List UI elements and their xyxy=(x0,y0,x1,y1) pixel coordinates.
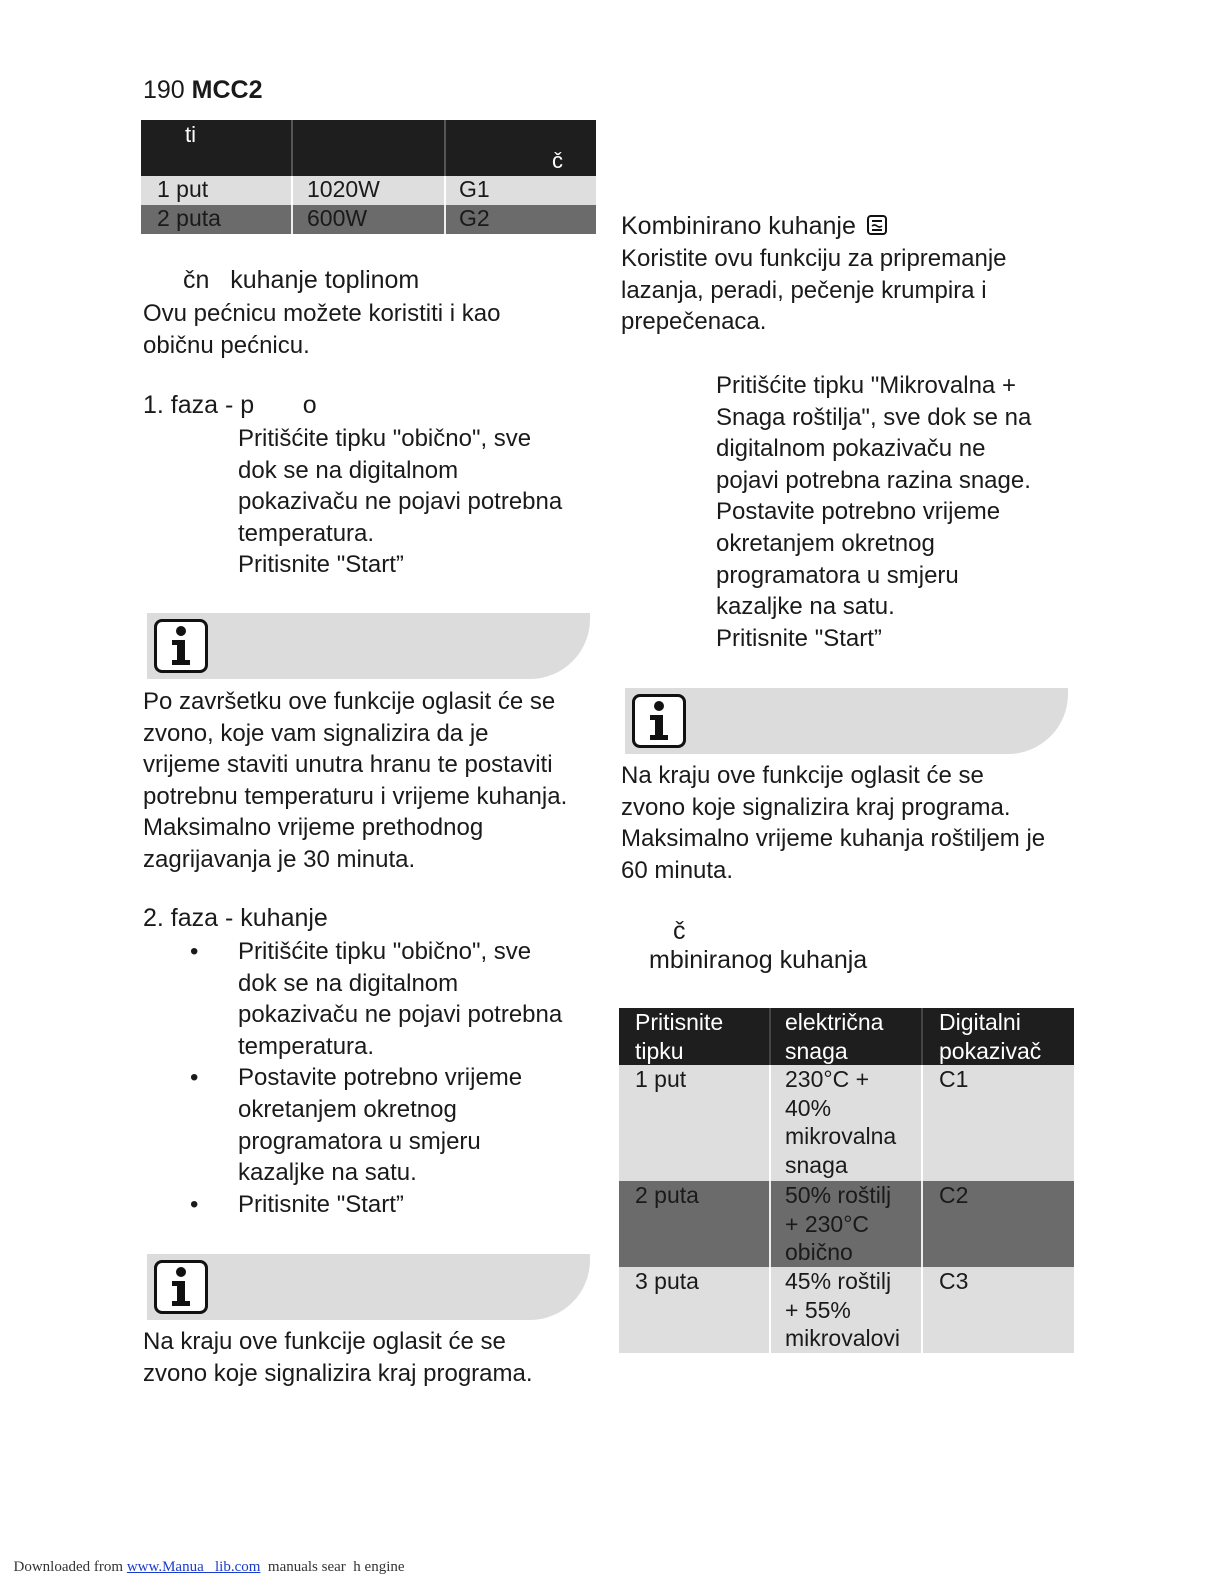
combined-intro: Koristite ovu funkciju za pripremanje lazanja, peradi, pečenje krumpira i prepečenaca. xyxy=(621,245,1007,336)
combined-steps: Pritišćite tipku "Mikrovalna + Snaga roštilja", sve dok se na digitalnom pokazivaču ne pojavi potrebna razina snage. Postavite potrebno vrijeme okretanjem okretnog programatora u smjeru kazaljke na satu. Pritisnite "Start” xyxy=(716,372,1032,652)
table-header-cell: ti xyxy=(141,120,292,176)
section-heading: čn kuhanje toplinom xyxy=(183,266,420,294)
bullet-icon: • xyxy=(190,1190,199,1218)
list-item: • Postavite potrebno vrijeme okretanjem okretnog programatora u smjeru kazaljke na satu. xyxy=(190,1064,523,1187)
combined-table xyxy=(619,1008,1074,1353)
table-row: 2 puta 50% roštilj + 230°C obično C2 xyxy=(619,1181,1074,1267)
table-header-row: Pritisnite tipku električna snaga Digitalni pokazivač xyxy=(619,1008,1074,1065)
footer-link[interactable]: www.Manua lib.com xyxy=(126,1559,261,1575)
info-icon xyxy=(632,694,686,748)
model-name: MCC2 xyxy=(191,76,263,104)
phase1-steps: Pritišćite tipku "obično", sve dok se na digitalnom pokazivaču ne pojavi potrebna temperatura. Pritisnite "Start” xyxy=(238,425,563,579)
power-table xyxy=(141,120,596,234)
page-header xyxy=(143,76,263,105)
list-item: • Pritišćite tipku "obično", sve dok se na digitalnom pokazivaču ne pojavi potrebna temperatura. xyxy=(190,938,563,1060)
table-header-cell: č xyxy=(552,148,563,173)
note1-text: Po završetku ove funkcije oglasit će se zvono, koje vam signalizira da je vrijeme staviti unutra hranu te postaviti potrebnu temperaturu i vrijeme kuhanja. Maksimalno vrijeme prethodnog zagrijavanja je 30 minuta. xyxy=(143,688,568,873)
info-note-box xyxy=(147,1254,590,1320)
info-icon xyxy=(154,1260,208,1314)
footer: Downloaded from www.Manua lib.com manuals sear h engine xyxy=(13,1559,405,1575)
combined-note-text: Na kraju ove funkcije oglasit će se zvono koje signalizira kraj programa. Maksimalno vrijeme kuhanja roštiljem je 60 minuta. xyxy=(621,762,1046,884)
combi-mode-icon xyxy=(867,213,887,242)
table-row: 3 puta 45% roštilj + 55% mikrovalovi C3 xyxy=(619,1267,1074,1353)
table-header-cell xyxy=(292,120,445,176)
table-row: 2 puta 600W G2 xyxy=(141,205,596,234)
list-item: • Pritisnite "Start” xyxy=(143,1189,603,1221)
combined-cooking-heading: Kombinirano kuhanje xyxy=(621,212,887,242)
info-icon xyxy=(154,619,208,673)
info-note-box xyxy=(147,613,590,679)
bullet-icon: • xyxy=(190,938,199,965)
phase2-list xyxy=(143,936,603,1220)
page-number: 190 xyxy=(143,76,185,104)
combined-subheading: č mbiniranog kuhanja xyxy=(649,917,868,974)
note2-text: Na kraju ove funkcije oglasit će se zvono koje signalizira kraj programa. xyxy=(143,1328,533,1387)
phase2-heading: 2. faza - kuhanje xyxy=(143,904,328,932)
table-row: 1 put 1020W G1 xyxy=(141,176,596,205)
bullet-icon: • xyxy=(190,1064,199,1092)
table-row: 1 put 230°C + 40% mikrovalna snaga C1 xyxy=(619,1065,1074,1181)
intro-text: Ovu pećnicu možete koristiti i kao običnu pećnicu. xyxy=(143,300,501,359)
info-note-box xyxy=(625,688,1068,754)
phase1-heading: 1. faza - p o xyxy=(143,391,317,419)
